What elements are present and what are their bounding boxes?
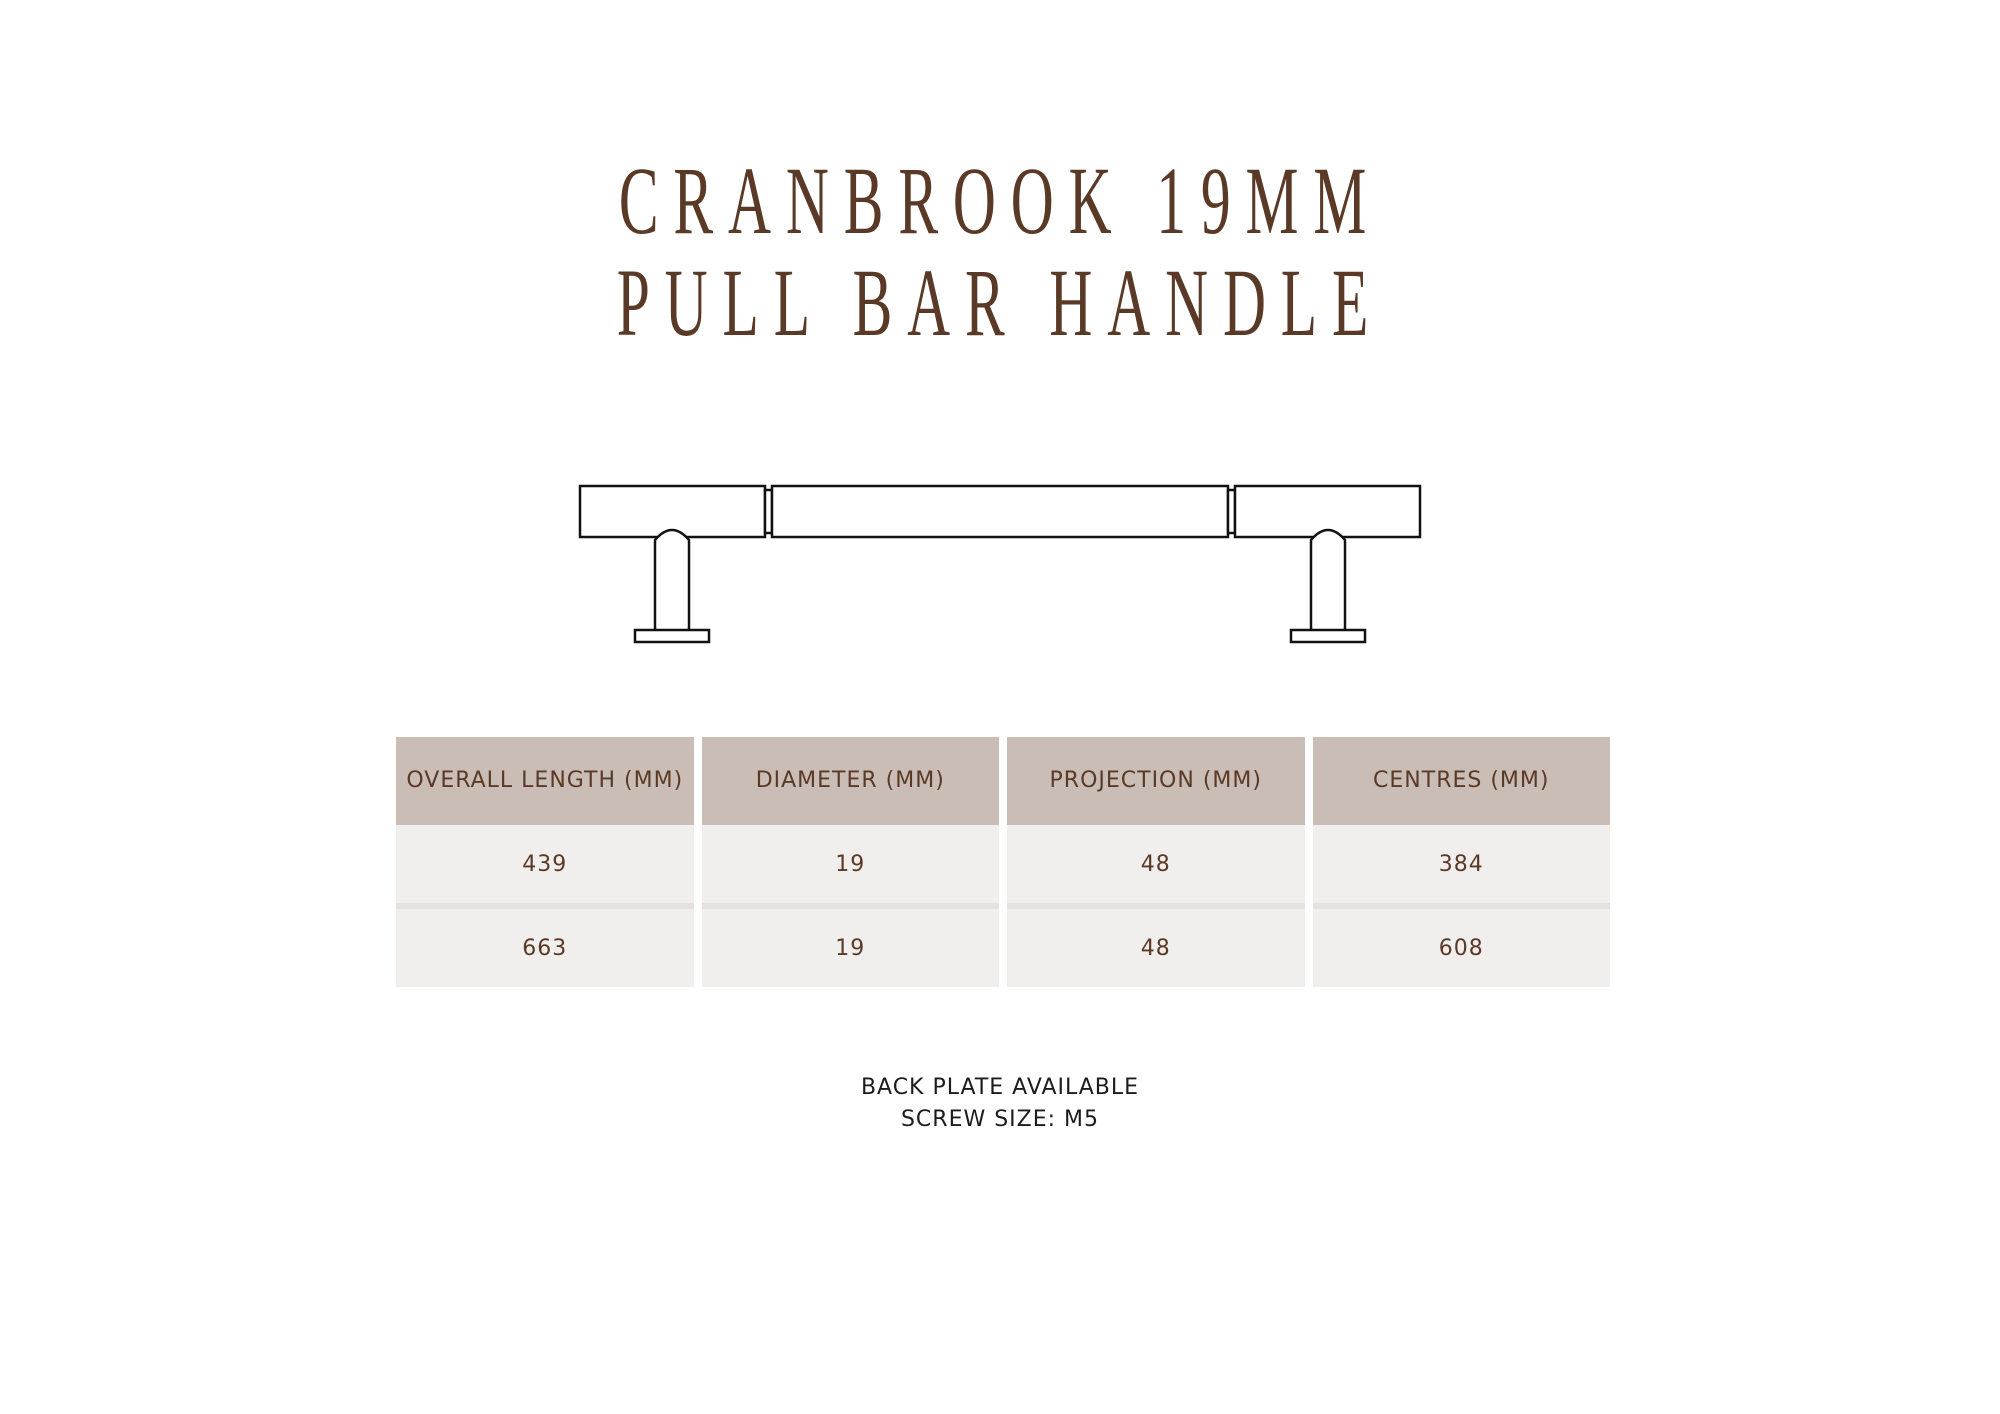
screw-size-note: SCREW SIZE: M5: [900, 1107, 1100, 1132]
header-projection: PROJECTION (MM): [1007, 737, 1305, 825]
cell-overall-length: 439: [396, 825, 694, 903]
title-line-1: CRANBROOK 19MM: [618, 147, 1382, 254]
cell-projection: 48: [1007, 903, 1305, 987]
left-bar-segment: [580, 486, 765, 537]
page-title: [380, 147, 1620, 356]
right-leg: [1311, 530, 1345, 630]
cell-centres: 384: [1313, 825, 1611, 903]
cell-centres: 608: [1313, 903, 1611, 987]
product-notes: [0, 1072, 2000, 1136]
left-leg: [655, 530, 689, 630]
table-header-row: [396, 737, 1610, 825]
header-overall-length: OVERALL LENGTH (MM): [396, 737, 694, 825]
cell-overall-length: 663: [396, 903, 694, 987]
header-diameter: DIAMETER (MM): [702, 737, 1000, 825]
table-row: [396, 903, 1610, 987]
left-foot: [635, 630, 709, 642]
middle-bar-segment: [772, 486, 1228, 537]
right-foot: [1291, 630, 1365, 642]
right-bar-segment: [1235, 486, 1420, 537]
cell-projection: 48: [1007, 825, 1305, 903]
left-connector: [765, 490, 772, 533]
table-row: [396, 825, 1610, 903]
cell-diameter: 19: [702, 903, 1000, 987]
cell-diameter: 19: [702, 825, 1000, 903]
right-connector: [1228, 490, 1235, 533]
specs-table: [388, 737, 1618, 987]
title-line-2: PULL BAR HANDLE: [616, 249, 1384, 356]
header-centres: CENTRES (MM): [1313, 737, 1611, 825]
back-plate-note: BACK PLATE AVAILABLE: [860, 1075, 1140, 1100]
